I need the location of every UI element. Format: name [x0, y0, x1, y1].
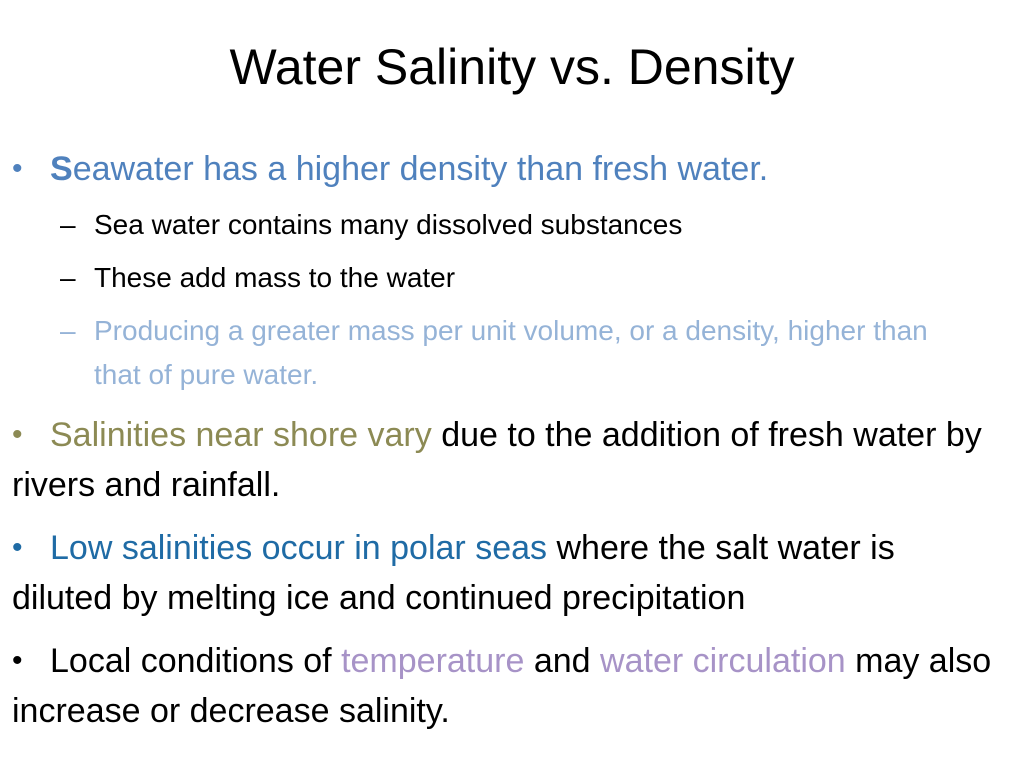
bullet-highlight: Salinities near shore vary — [50, 416, 432, 454]
bullet-part: Local conditions of — [50, 642, 342, 680]
bullet-rest: eawater has a higher density than fresh water. — [72, 150, 769, 188]
subbullet-text: These add mass to the water — [94, 262, 456, 293]
bullet-text — [12, 529, 895, 617]
dash-marker: – — [60, 209, 76, 240]
bullet-near-shore — [12, 410, 1002, 510]
bullet-highlight-temperature: temperature — [341, 642, 525, 680]
dash-marker: – — [60, 315, 76, 346]
bullet-polar-seas — [12, 523, 1002, 623]
subbullet-text: Producing a greater mass per unit volume, or a density, higher than that of pure water. — [94, 315, 928, 390]
subbullet-text: Sea water contains many dissolved substances — [94, 209, 683, 240]
bullet-text — [12, 416, 982, 504]
bullet-rest: where the salt water is diluted by melting ice and continued precipitation — [12, 529, 895, 617]
subbullet-add-mass — [60, 256, 960, 300]
subbullet-greater-mass — [60, 309, 960, 397]
dash-marker: – — [60, 262, 76, 293]
bullet-part: may also increase or decrease salinity. — [12, 642, 992, 730]
subbullet-dissolved-substances — [60, 203, 960, 247]
bullet-text — [12, 642, 991, 730]
slide-title: Water Salinity vs. Density — [229, 39, 795, 95]
bullet-local-conditions — [12, 636, 1002, 736]
bullet-highlight-water-circulation: water circulation — [600, 642, 846, 680]
bullet-marker: • — [12, 644, 23, 677]
bullet-marker: • — [12, 418, 23, 451]
bullet-marker: • — [12, 152, 23, 185]
bullet-marker: • — [12, 531, 23, 564]
bullet-highlight: Low salinities occur in polar seas — [50, 529, 548, 567]
bullet-first-letter: S — [50, 150, 73, 188]
bullet-seawater-density — [12, 144, 1002, 194]
bullet-part: and — [524, 642, 601, 680]
bullet-text — [50, 150, 768, 188]
bullet-rest: due to the addition of fresh water by rivers and rainfall. — [12, 416, 982, 504]
